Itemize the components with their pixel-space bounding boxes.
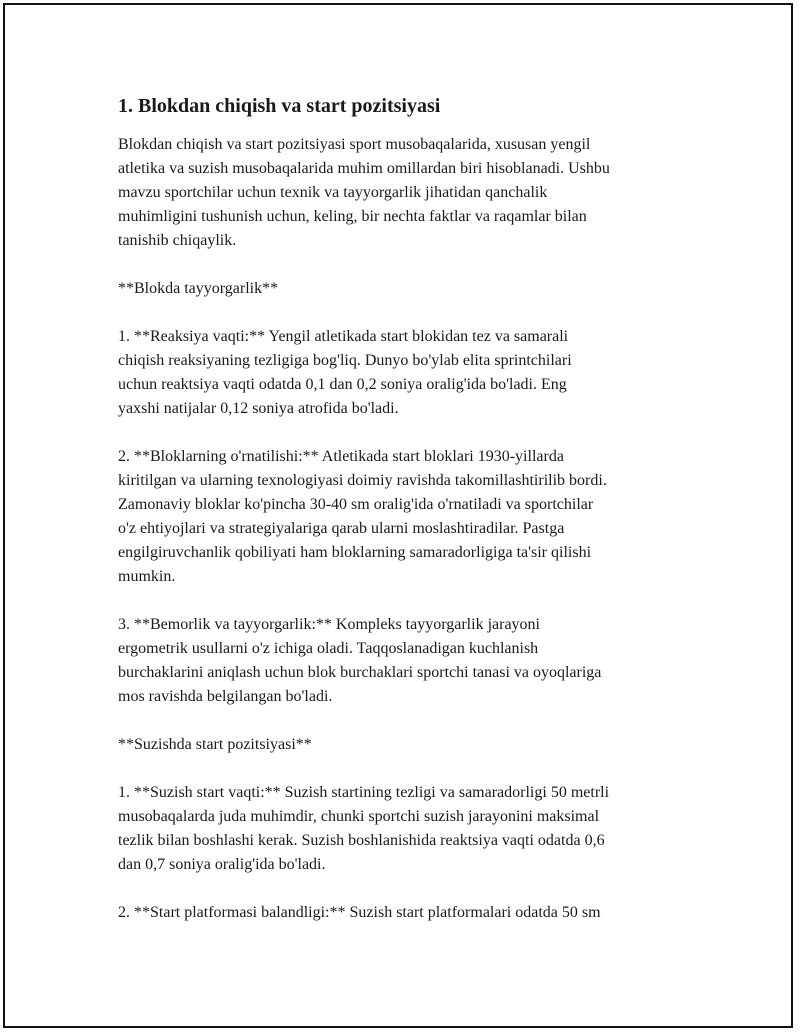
paragraph-bemorlik bbox=[118, 613, 698, 709]
text-line: Zamonaviy bloklar ko'pincha 30-40 sm oralig'ida o'rnatiladi va sportchilar bbox=[118, 496, 594, 513]
text-line: Blokdan chiqish va start pozitsiyasi sport musobaqalarida, xususan yengil bbox=[118, 136, 591, 153]
paragraph-reaksiya bbox=[118, 325, 698, 421]
text-line: engilgiruvchanlik qobiliyati ham bloklarning samaradorligiga ta'sir qilishi bbox=[118, 544, 592, 561]
text-line: 1. **Suzish start vaqti:** Suzish startining tezligi va samaradorligi 50 metrli bbox=[118, 784, 610, 801]
text-line: mos ravishda belgilangan bo'ladi. bbox=[118, 688, 333, 705]
paragraph-bloklar bbox=[118, 445, 698, 589]
text-line: muhimligini tushunish uchun, keling, bir nechta faktlar va raqamlar bilan bbox=[118, 208, 587, 225]
document-title: 1. Blokdan chiqish va start pozitsiyasi bbox=[118, 95, 441, 117]
paragraph-platforma bbox=[118, 901, 698, 925]
text-line: kiritilgan va ularning texnologiyasi doimiy ravishda takomillashtirilib bordi. bbox=[118, 472, 607, 489]
text-line: chiqish reaksiyaning tezligiga bog'liq. Dunyo bo'ylab elita sprintchilari bbox=[118, 352, 572, 369]
paragraph-suzish-vaqti bbox=[118, 781, 698, 877]
text-line: yaxshi natijalar 0,12 soniya atrofida bo'ladi. bbox=[118, 400, 399, 417]
text-line: musobaqalarda juda muhimdir, chunki sportchi suzish jarayonini maksimal bbox=[118, 808, 600, 825]
text-line: dan 0,7 soniya oralig'ida bo'ladi. bbox=[118, 856, 326, 873]
text-line: ergometrik usullarni o'z ichiga oladi. Taqqoslanadigan kuchlanish bbox=[118, 640, 539, 657]
text-line: burchaklarini aniqlash uchun blok burchaklari sportchi tanasi va oyoqlariga bbox=[118, 664, 602, 681]
text-line: atletika va suzish musobaqalarida muhim omillardan biri hisoblanadi. Ushbu bbox=[118, 160, 610, 177]
text-line: tezlik bilan boshlashi kerak. Suzish boshlanishida reaktsiya vaqti odatda 0,6 bbox=[118, 832, 605, 849]
text-line: 2. **Bloklarning o'rnatilishi:** Atletikada start bloklari 1930-yillarda bbox=[118, 448, 564, 465]
text-line: 2. **Start platformasi balandligi:** Suzish start platformalari odatda 50 sm bbox=[118, 904, 601, 921]
text-line: 1. **Reaksiya vaqti:** Yengil atletikada start blokidan tez va samarali bbox=[118, 328, 569, 345]
document-body bbox=[118, 93, 698, 949]
paragraph-intro bbox=[118, 133, 698, 253]
section-heading-suzish bbox=[118, 733, 698, 757]
text-line: **Blokda tayyorgarlik** bbox=[118, 280, 279, 297]
text-line: mavzu sportchilar uchun texnik va tayyorgarlik jihatidan qanchalik bbox=[118, 184, 548, 201]
text-line: **Suzishda start pozitsiyasi** bbox=[118, 736, 312, 753]
section-heading-blokda bbox=[118, 277, 698, 301]
text-line: 3. **Bemorlik va tayyorgarlik:** Kompleks tayyorgarlik jarayoni bbox=[118, 616, 540, 633]
text-line: mumkin. bbox=[118, 568, 176, 585]
text-line: o'z ehtiyojlari va strategiyalariga qarab ularni moslashtiradilar. Pastga bbox=[118, 520, 565, 537]
text-line: tanishib chiqaylik. bbox=[118, 232, 237, 249]
text-line: uchun reaktsiya vaqti odatda 0,1 dan 0,2 soniya oralig'ida bo'ladi. Eng bbox=[118, 376, 567, 393]
